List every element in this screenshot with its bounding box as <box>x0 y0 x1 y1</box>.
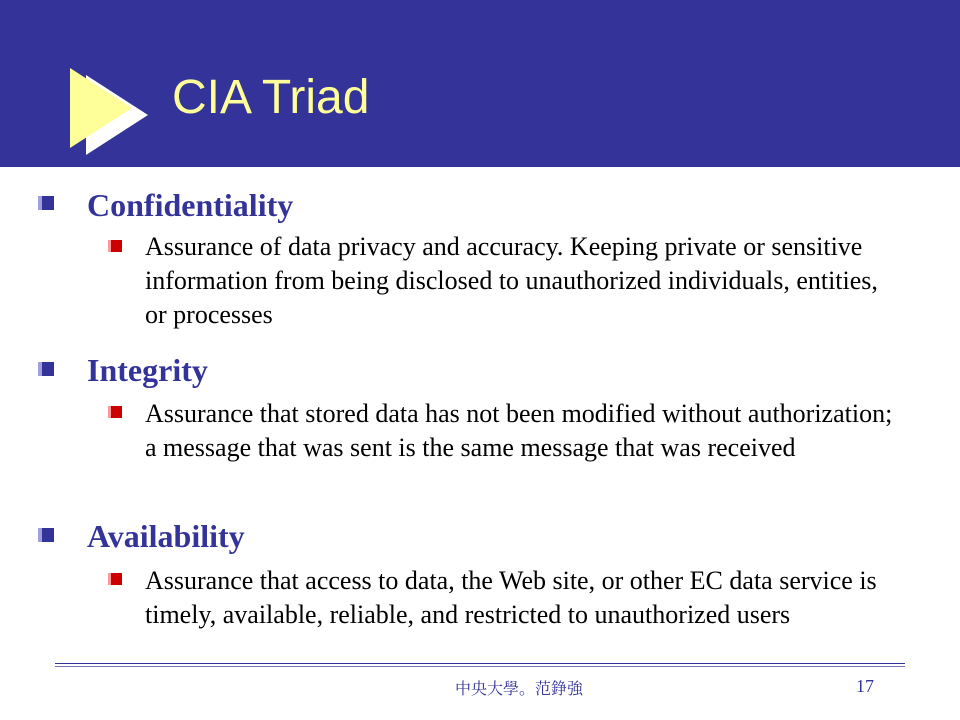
section-heading-confidentiality: Confidentiality <box>87 187 294 223</box>
page-number: 17 <box>856 676 874 696</box>
footer-divider <box>55 663 905 664</box>
section-body-availability: Assurance that access to data, the Web site, or other EC data service is timely, available, reliable, and restricted to unauthorized users <box>145 566 877 629</box>
section-body-confidentiality: Assurance of data privacy and accuracy. Keeping private or sensitive information from being disclosed to unauthorized individuals, entities, or processes <box>145 232 878 329</box>
blue-square-bullet-icon <box>38 362 54 376</box>
section-heading-integrity: Integrity <box>87 352 208 388</box>
red-square-bullet-icon <box>108 406 122 418</box>
red-square-bullet-icon <box>108 573 122 585</box>
footer-author: 中央大學。范錚強 <box>455 679 584 698</box>
blue-square-bullet-icon <box>38 528 54 542</box>
footer-divider-secondary <box>55 666 905 667</box>
section-body-integrity: Assurance that stored data has not been modified without authorization; a message that was sent is the same message that was received <box>145 399 893 462</box>
blue-square-bullet-icon <box>38 196 54 210</box>
section-heading-availability: Availability <box>87 518 245 554</box>
slide-title: CIA Triad <box>172 71 370 124</box>
red-square-bullet-icon <box>108 240 122 252</box>
